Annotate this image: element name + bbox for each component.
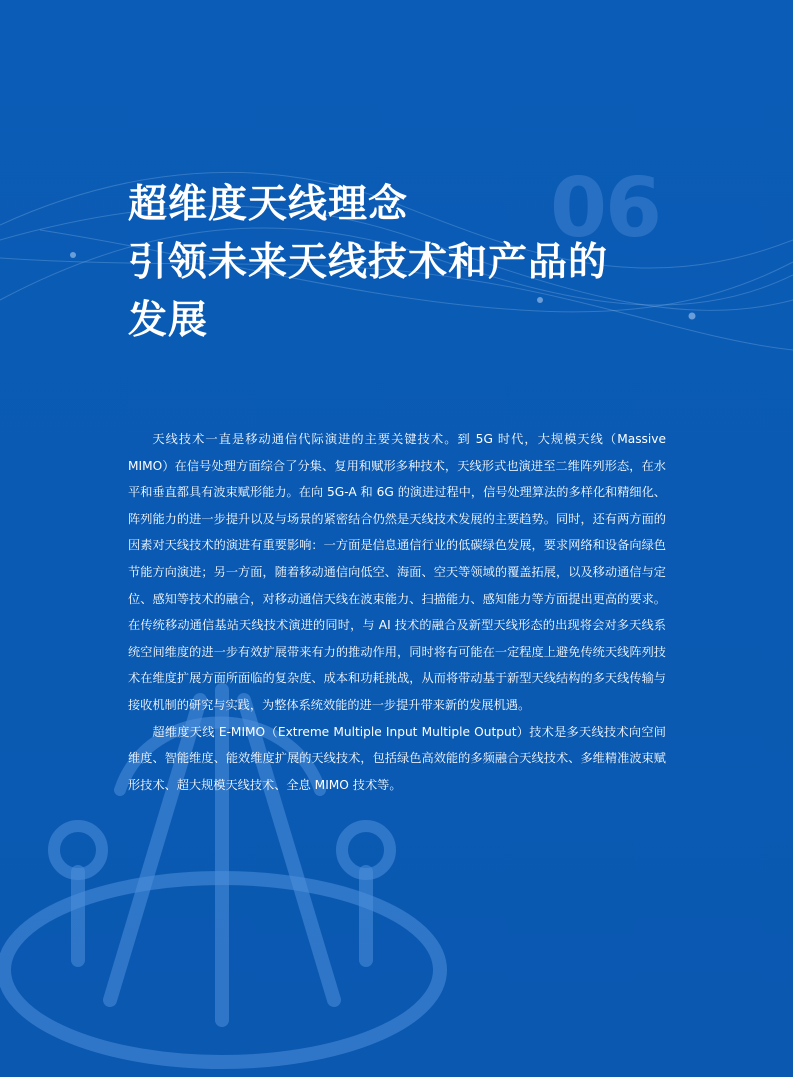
title-line-3: 发展 bbox=[128, 298, 209, 343]
title-line-2: 引领未来天线技术和产品的 bbox=[128, 240, 609, 285]
chapter-number: 06 bbox=[550, 161, 661, 256]
paragraph-1: 天线技术一直是移动通信代际演进的主要关键技术。到 5G 时代，大规模天线（Massive MIMO）在信号处理方面综合了分集、复用和赋形多种技术，天线形式也演进至二维阵列形态，在水平和垂直都具有波束赋形能力。在向 5G-A 和 6G 的演进过程中，信号处理算法的多样化和精细化、阵列能力的进一步提升以及与场景的紧密结合仍然是天线技术发展的主要趋势。同时，还有两方面的因素对天线技术的演进有重要影响：一方面是信息通信行业的低碳绿色发展，要求网络和设备向绿色节能方向演进；另一方面，随着移动通信向低空、海面、空天等领域的覆盖拓展，以及移动通信与定位、感知等技术的融合，对移动通信天线在波束能力、扫描能力、感知能力等方面提出更高的要求。在传统移动通信基站天线技术演进的同时，与 AI 技术的融合及新型天线形态的出现将会对多天线系统空间维度的进一步有效扩展带来有力的推动作用，同时将有可能在一定程度上避免传统天线阵列技术在维度扩展方面所面临的复杂度、成本和功耗挑战，从而将带动基于新型天线结构的多天线传输与接收机制的研究与实践，为整体系统效能的进一步提升带来新的发展机遇。 bbox=[128, 432, 666, 712]
paragraph-2: 超维度天线 E-MIMO（Extreme Multiple Input Multiple Output）技术是多天线技术向空间维度、智能维度、能效维度扩展的天线技术，包括绿色高效能的多频融合天线技术、多维精准波束赋形技术、超大规模天线技术、全息 MIMO 技术等。 bbox=[128, 724, 666, 792]
title-line-1: 超维度天线理念 bbox=[128, 182, 409, 227]
page-title bbox=[128, 176, 688, 350]
body-text bbox=[128, 426, 666, 798]
